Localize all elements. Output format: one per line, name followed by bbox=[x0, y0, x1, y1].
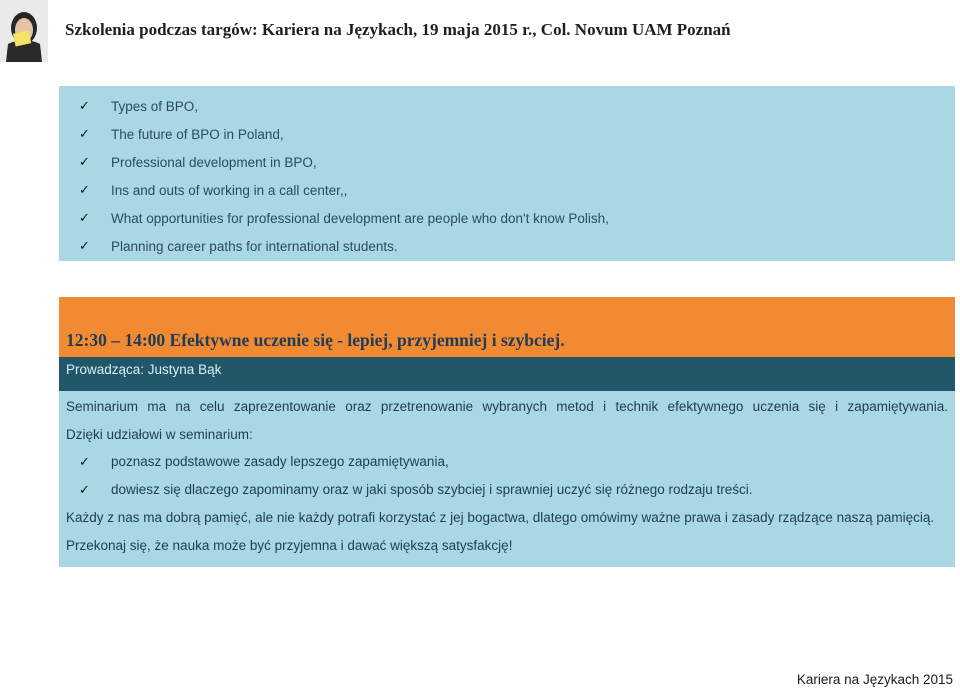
topics-panel bbox=[59, 86, 955, 261]
kariera-logo bbox=[0, 0, 48, 62]
checkmark-icon: ✓ bbox=[79, 98, 90, 113]
list-item bbox=[79, 454, 449, 470]
list-item bbox=[79, 148, 609, 176]
document-title: Szkolenia podczas targów: Kariera na Językach, 19 maja 2015 r., Col. Novum UAM Poznań bbox=[65, 20, 731, 39]
session-title-bar bbox=[59, 297, 955, 357]
session-teacher: Prowadząca: Justyna Bąk bbox=[66, 362, 222, 377]
checkmark-icon: ✓ bbox=[79, 210, 90, 225]
session-title: 12:30 – 14:00 Efektywne uczenie się - lepiej, przyjemniej i szybciej. bbox=[66, 330, 565, 350]
benefit-text: dowiesz się dlaczego zapominamy oraz w jaki sposób szybciej i sprawniej uczyć się różnego rodzaju treści. bbox=[111, 482, 753, 497]
topic-text: Types of BPO, bbox=[111, 98, 199, 114]
topics-list bbox=[79, 92, 609, 260]
footer-text: Kariera na Językach 2015 bbox=[796, 672, 953, 687]
topic-text: Professional development in BPO, bbox=[111, 154, 317, 170]
topic-text: The future of BPO in Poland, bbox=[111, 126, 284, 142]
checkmark-icon: ✓ bbox=[79, 182, 90, 197]
teacher-bar bbox=[59, 357, 955, 391]
checkmark-icon: ✓ bbox=[79, 126, 90, 141]
checkmark-icon: ✓ bbox=[79, 238, 90, 253]
topic-text: Planning career paths for international students. bbox=[111, 238, 398, 254]
session-description: Seminarium ma na celu zaprezentowanie oraz przetrenowanie wybranych metod i technik efektywnego uczenia się i zapamiętywania. bbox=[66, 399, 948, 414]
topic-text: Ins and outs of working in a call center,, bbox=[111, 182, 348, 198]
benefits-intro: Dzięki udziałowi w seminarium: bbox=[66, 427, 253, 442]
list-item bbox=[79, 482, 753, 498]
checkmark-icon: ✓ bbox=[79, 454, 90, 469]
topic-text: What opportunities for professional development are people who don't know Polish, bbox=[111, 210, 609, 226]
session-description-panel bbox=[59, 391, 955, 567]
list-item bbox=[79, 176, 609, 204]
list-item bbox=[79, 120, 609, 148]
checkmark-icon: ✓ bbox=[79, 154, 90, 169]
logo-illustration bbox=[0, 0, 48, 62]
benefit-text: poznasz podstawowe zasady lepszego zapamiętywania, bbox=[111, 454, 449, 469]
closing-paragraph: Przekonaj się, że nauka może być przyjemna i dawać większą satysfakcję! bbox=[66, 538, 513, 553]
closing-paragraph: Każdy z nas ma dobrą pamięć, ale nie każdy potrafi korzystać z jej bogactwa, dlatego omówimy ważne prawa i zasady rządzące naszą pamięcią. bbox=[66, 510, 935, 525]
list-item bbox=[79, 92, 609, 120]
checkmark-icon: ✓ bbox=[79, 482, 90, 497]
list-item bbox=[79, 204, 609, 232]
list-item bbox=[79, 232, 609, 260]
